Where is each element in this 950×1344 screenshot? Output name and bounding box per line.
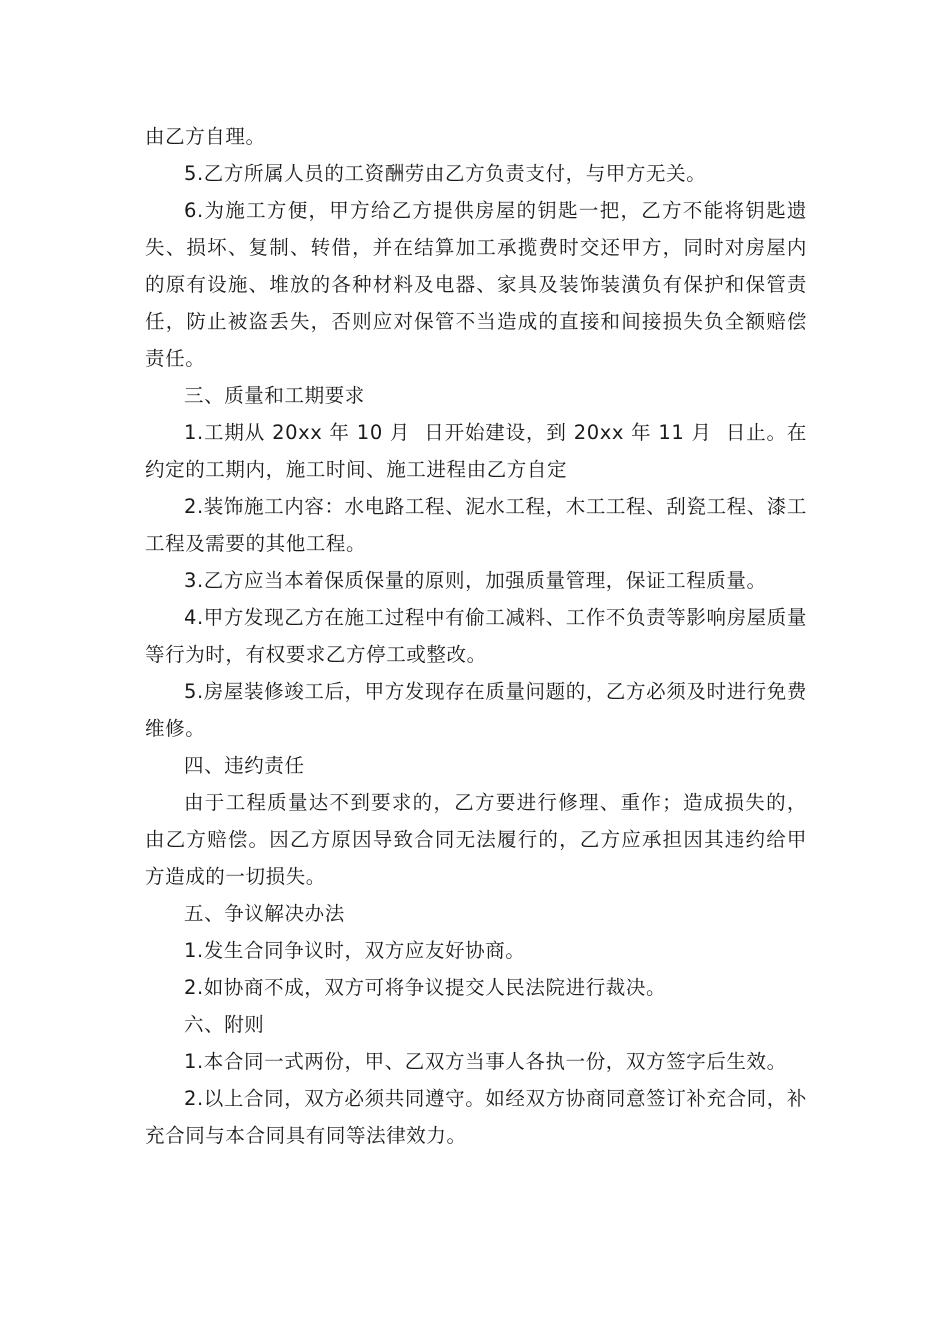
clause-6-1: 1.本合同一式两份，甲、乙双方当事人各执一份，双方签字后生效。: [184, 1050, 787, 1073]
clause-3-3: 3.乙方应当本着保质保量的原则，加强质量管理，保证工程质量。: [184, 569, 767, 592]
clause-2-5: 5.乙方所属人员的工资酬劳由乙方负责支付，与甲方无关。: [184, 162, 707, 185]
clause-3-2: 2.装饰施工内容：水电路工程、泥水工程，木工工程、刮瓷工程、漆工工程及需要的其他工程。: [145, 495, 807, 555]
section-heading-supplementary: 六、附则: [184, 1013, 265, 1036]
section-heading-quality-schedule: 三、质量和工期要求: [184, 384, 365, 407]
clause-3-5: 5.房屋装修竣工后，甲方发现存在质量问题的，乙方必须及时进行免费维修。: [145, 680, 807, 740]
paragraph-continuation: 由乙方自理。: [145, 125, 266, 148]
clause-5-2: 2.如协商不成，双方可将争议提交人民法院进行裁决。: [184, 976, 667, 999]
clause-3-4: 4.甲方发现乙方在施工过程中有偷工减料、工作不负责等影响房屋质量等行为时，有权要求乙方停工或整改。: [145, 606, 807, 666]
clause-6-2: 2.以上合同，双方必须共同遵守。如经双方协商同意签订补充合同，补充合同与本合同具有同等法律效力。: [145, 1087, 807, 1147]
clause-2-6: 6.为施工方便，甲方给乙方提供房屋的钥匙一把，乙方不能将钥匙遗失、损坏、复制、转借，并在结算加工承揽费时交还甲方，同时对房屋内的原有设施、堆放的各种材料及电器、家具及装饰装潢负有保护和保管责任，防止被盗丢失，否则应对保管不当造成的直接和间接损失负全额赔偿责任。: [145, 199, 807, 370]
clause-5-1: 1.发生合同争议时，双方应友好协商。: [184, 939, 526, 962]
section-heading-liability: 四、违约责任: [184, 754, 305, 777]
clause-4-body: 由于工程质量达不到要求的，乙方要进行修理、重作；造成损失的，由乙方赔偿。因乙方原因导致合同无法履行的，乙方应承担因其违约给甲方造成的一切损失。: [145, 791, 807, 888]
document-body: [145, 118, 807, 1154]
clause-3-1: 1.工期从 20xx 年 10 月 日开始建设，到 20xx 年 11 月 日止。在约定的工期内，施工时间、施工进程由乙方自定: [145, 421, 807, 481]
section-heading-dispute: 五、争议解决办法: [184, 902, 345, 925]
